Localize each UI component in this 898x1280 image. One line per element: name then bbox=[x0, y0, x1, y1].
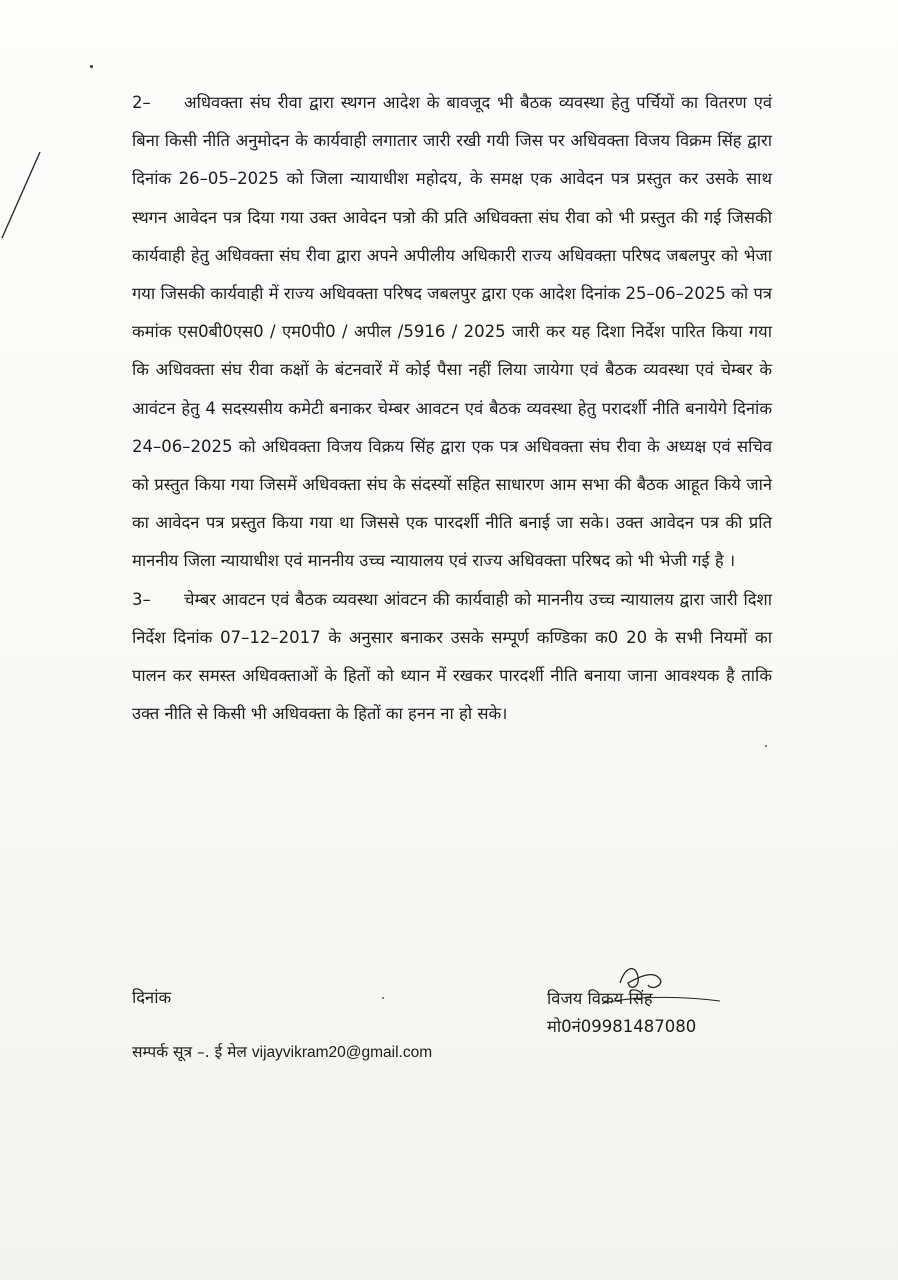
date-label: दिनांक bbox=[132, 988, 172, 1007]
contact-line bbox=[132, 1040, 432, 1062]
document-body bbox=[132, 84, 772, 733]
paragraph-number: 2– bbox=[132, 93, 151, 112]
signatory-name: विजय विक्रय सिंह bbox=[547, 989, 653, 1008]
signatory-mobile: मो0नं09981487080 bbox=[547, 1017, 697, 1036]
speck-mark bbox=[90, 65, 93, 68]
paragraph-2 bbox=[132, 84, 772, 581]
paragraph-text: अधिवक्ता संघ रीवा द्वारा स्थगन आदेश के बावजूद भी बैठक व्यवस्था हेतु पर्चियों का वितरण एवं बिना किसी नीति अनुमोदन के कार्यवाही लगातार जारी रखी गयी जिस पर अधिवक्ता विजय विक्रम सिंह द्वारा दिनांक 26–05–2025 को जिला न्यायाधीश महोदय, के समक्ष एक आवेदन पत्र प्रस्तुत कर उसके साथ स्थगन आवेदन पत्र दिया गया उक्त आवेदन पत्रो की प्रति अधिवक्ता संघ रीवा को भी प्रस्तुत की गई जिसकी कार्यवाही हेतु अधिवक्ता संघ रीवा द्वारा अपने अपीलीय अधिकारी राज्य अधिवक्ता परिषद जबलपुर को भेजा गया जिसकी कार्यवाही में राज्य अधिवक्ता परिषद जबलपुर द्वारा एक आदेश दिनांक 25–06–2025 को पत्र कमांक एस0बी0एस0 / एम0पी0 / अपील /5916 / 2025 जारी कर यह दिशा निर्देश पारित किया गया कि अधिवक्ता संघ रीवा कक्षों के बंटनवारें में कोई पैसा नहीं लिया जायेगा एवं बैठक व्यवस्था एवं चेम्बर के आवंटन हेतु 4 सदस्यसीय कमेटी बनाकर चेम्बर आवटन एवं बैठक व्यवस्था हेतु परादर्शी नीति बनायेगे दिनांक 24–06–2025 को अधिवक्ता विजय विक्रय सिंह द्वारा एक पत्र अधिवक्ता संघ रीवा के अध्यक्ष एवं सचिव को प्रस्तुत किया गया जिसमें अधिवक्ता संघ के संदस्यों सहित साधारण आम सभा की बैठक आहूत किये जाने का आवेदन पत्र प्रस्तुत किया गया था जिससे एक पारदर्शी नीति बनाई जा सके। उक्त आवेदन पत्र की प्रति माननीय जिला न्यायाधीश एवं माननीय उच्च न्यायालय एवं राज्य अधिवक्ता परिषद को भी भेजी गई है । bbox=[132, 93, 772, 571]
paragraph-3 bbox=[132, 581, 772, 734]
contact-label: सम्पर्क सूत्र –. ई मेल bbox=[132, 1043, 247, 1061]
paper-fold-mark bbox=[0, 150, 45, 240]
signature-block bbox=[547, 985, 696, 1041]
contact-email: vijayvikram20@gmail.com bbox=[251, 1044, 433, 1061]
paragraph-number: 3– bbox=[132, 589, 151, 609]
paragraph-text: चेम्बर आवटन एवं बैठक व्यवस्था आंवटन की कार्यवाही को माननीय उच्च न्यायालय द्वारा जारी दिशा निर्देश दिनांक 07–12–2017 के अनुसार बनाकर उसके सम्पूर्ण कण्डिका क0 20 के सभी नियमों का पालन कर समस्त अधिवक्ताओं के हितों को ध्यान में रखकर पारदर्शी नीति बनाया जाना आवश्यक है ताकि उक्त नीति से किसी भी अधिवक्ता के हितों का हनन ना हो सके। bbox=[132, 589, 772, 724]
speck-mark bbox=[765, 745, 767, 747]
